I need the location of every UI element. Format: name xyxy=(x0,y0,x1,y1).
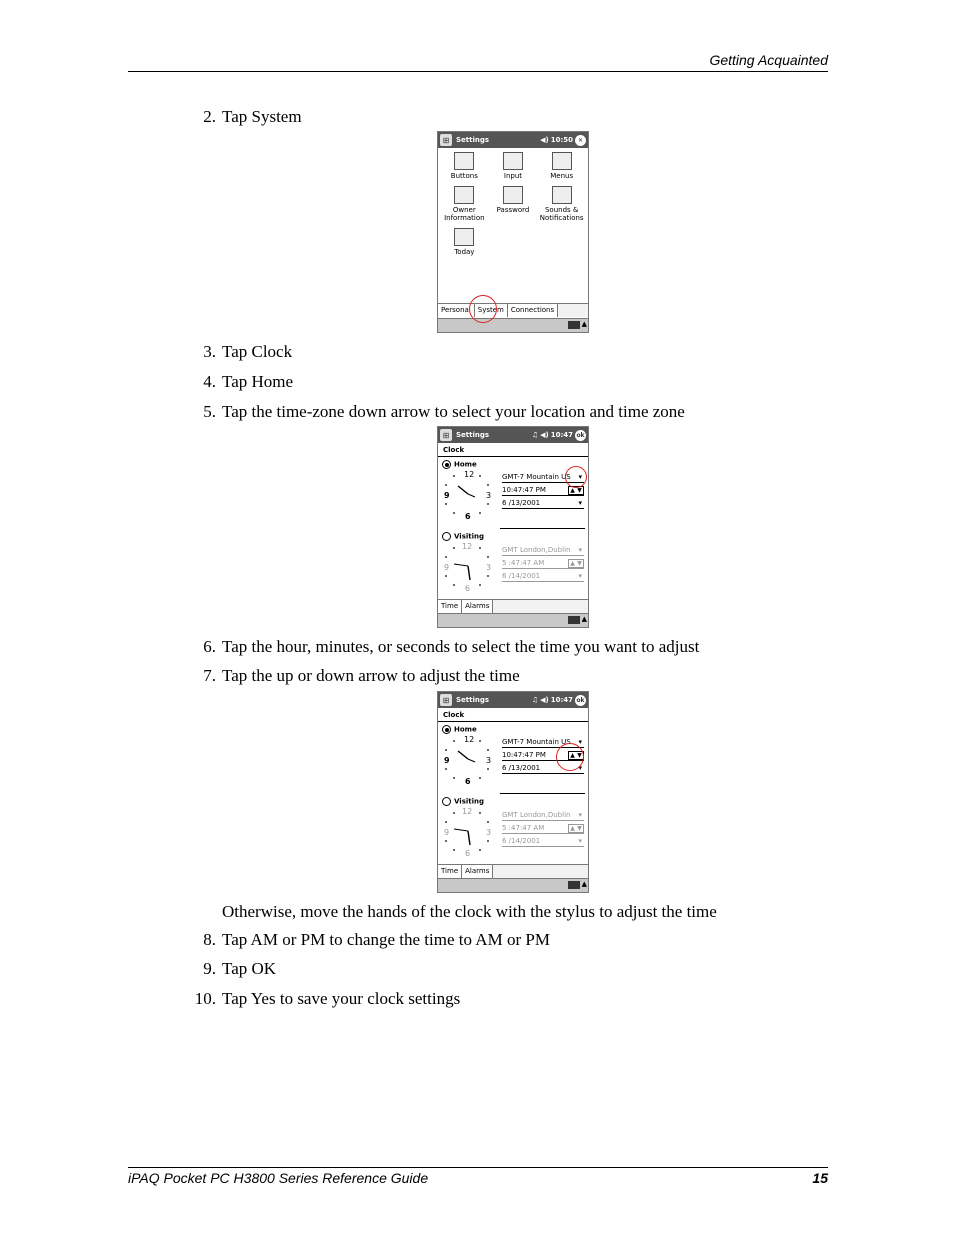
visiting-label: Visiting xyxy=(454,532,484,541)
dropdown-arrow-icon[interactable]: ▾ xyxy=(578,572,582,580)
keyboard-icon xyxy=(503,152,523,170)
step-text: Tap AM or PM to change the time to AM or PM xyxy=(222,930,550,949)
visiting-timezone-select[interactable] xyxy=(502,811,584,821)
page-title: Clock xyxy=(443,446,465,454)
tab-alarms[interactable]: Alarms xyxy=(462,865,493,878)
visiting-time-field[interactable] xyxy=(502,824,584,834)
step-number: 10. xyxy=(194,989,216,1008)
visiting-time-value: 5 :47:47 AM xyxy=(502,559,545,567)
header-rule xyxy=(128,71,828,72)
settings-item-label: Menus xyxy=(550,172,574,180)
windows-start-icon[interactable]: ⊞ xyxy=(440,694,452,706)
keyboard-icon[interactable] xyxy=(568,616,580,624)
step-number: 4. xyxy=(203,372,216,391)
windows-start-icon[interactable]: ⊞ xyxy=(440,134,452,146)
page-title: Clock xyxy=(443,711,465,719)
step-text: Tap the time-zone down arrow to select your location and time zone xyxy=(222,402,685,421)
home-timezone-value: GMT-7 Mountain US xyxy=(502,473,571,481)
speaker-icon xyxy=(552,186,572,204)
home-label: Home xyxy=(454,460,477,469)
clock-number-6: 6 xyxy=(465,512,471,520)
keyboard-icon[interactable] xyxy=(568,321,580,329)
home-analog-clock[interactable] xyxy=(442,733,494,785)
divider xyxy=(500,528,585,529)
step-text: Tap Home xyxy=(222,372,294,391)
input-panel-bar xyxy=(438,318,588,332)
step-4 xyxy=(203,372,294,392)
down-arrow-icon[interactable]: ▼ xyxy=(577,752,582,759)
tab-system[interactable]: System xyxy=(475,304,508,317)
settings-item-today[interactable] xyxy=(440,228,489,256)
up-arrow-icon[interactable]: ▲ xyxy=(570,487,575,494)
down-arrow-icon[interactable]: ▼ xyxy=(577,560,582,567)
clock-number-12: 12 xyxy=(462,542,473,551)
home-date-field[interactable] xyxy=(502,499,584,509)
dropdown-arrow-icon[interactable]: ▾ xyxy=(578,499,582,507)
clock-time[interactable]: 10:47 xyxy=(550,431,573,439)
chevron-up-icon[interactable]: ▲ xyxy=(581,615,587,623)
up-arrow-icon[interactable]: ▲ xyxy=(570,752,575,759)
step-text: Tap OK xyxy=(222,959,277,978)
home-label: Home xyxy=(454,725,477,734)
settings-item-input[interactable] xyxy=(489,152,538,180)
step-3 xyxy=(203,342,293,362)
otherwise-note: Otherwise, move the hands of the clock with the stylus to adjust the time xyxy=(222,902,717,921)
chevron-up-icon[interactable]: ▲ xyxy=(581,880,587,888)
dropdown-arrow-icon[interactable]: ▾ xyxy=(578,473,582,481)
clock-number-9: 9 xyxy=(444,756,450,765)
dropdown-arrow-icon[interactable]: ▾ xyxy=(578,546,582,554)
divider xyxy=(438,456,588,457)
dropdown-arrow-icon[interactable]: ▾ xyxy=(578,811,582,819)
clock-time[interactable]: 10:47 xyxy=(550,696,573,704)
visiting-date-field[interactable] xyxy=(502,572,584,582)
step-number: 8. xyxy=(203,930,216,949)
highlight-circle xyxy=(565,466,587,488)
tab-time[interactable]: Time xyxy=(438,600,462,613)
visiting-date-value: 6 /14/2001 xyxy=(502,837,541,845)
window-title: Settings xyxy=(456,136,490,144)
window-title: Settings xyxy=(456,696,490,704)
buttons-icon xyxy=(454,152,474,170)
keyboard-icon[interactable] xyxy=(568,881,580,889)
sync-icon[interactable]: ♫ xyxy=(531,696,539,704)
title-bar xyxy=(438,692,588,708)
home-date-value: 6 /13/2001 xyxy=(502,499,541,507)
clock-number-6: 6 xyxy=(465,777,471,785)
clock-time[interactable]: 10:50 xyxy=(550,136,573,144)
step-number: 7. xyxy=(203,666,216,685)
down-arrow-icon[interactable]: ▼ xyxy=(577,825,582,832)
home-analog-clock[interactable] xyxy=(442,468,494,520)
visiting-timezone-value: GMT London,Dublin xyxy=(502,546,571,554)
settings-item-label: Buttons xyxy=(450,172,478,180)
home-time-value: 10:47:47 PM xyxy=(502,751,546,759)
settings-screenshot xyxy=(437,131,589,333)
settings-item-sounds[interactable] xyxy=(537,186,586,222)
up-arrow-icon[interactable]: ▲ xyxy=(570,825,575,832)
step-number: 3. xyxy=(203,342,216,361)
down-arrow-icon[interactable]: ▼ xyxy=(577,487,582,494)
chevron-up-icon[interactable]: ▲ xyxy=(581,320,587,328)
home-time-value: 10:47:47 PM xyxy=(502,486,546,494)
settings-item-label: Password xyxy=(496,206,530,214)
dropdown-arrow-icon[interactable]: ▾ xyxy=(578,837,582,845)
speaker-icon[interactable]: ◀) xyxy=(540,136,549,144)
ok-button[interactable]: ok xyxy=(576,431,585,439)
settings-icon-grid xyxy=(438,148,588,256)
tab-time[interactable]: Time xyxy=(438,865,462,878)
step-number: 9. xyxy=(203,959,216,978)
step-2 xyxy=(203,107,302,127)
step-number: 6. xyxy=(203,637,216,656)
today-calendar-icon xyxy=(454,228,474,246)
step-number: 2. xyxy=(203,107,216,126)
title-bar xyxy=(438,132,588,148)
dropdown-arrow-icon[interactable]: ▾ xyxy=(578,738,582,746)
step-text: Tap the up or down arrow to adjust the time xyxy=(222,666,520,685)
visiting-label: Visiting xyxy=(454,797,484,806)
highlight-circle xyxy=(469,295,497,323)
ok-button[interactable]: ok xyxy=(576,696,585,704)
tab-bar xyxy=(438,864,588,878)
step-5 xyxy=(203,402,685,422)
step-text: Tap Clock xyxy=(222,342,293,361)
clock-number-3: 3 xyxy=(486,491,492,500)
settings-item-label: Input xyxy=(503,172,523,180)
visiting-date-value: 6 /14/2001 xyxy=(502,572,541,580)
settings-item-menus[interactable] xyxy=(537,152,586,180)
page-number: 15 xyxy=(812,1170,828,1186)
speaker-icon[interactable]: ◀) xyxy=(540,696,549,704)
visiting-date-field[interactable] xyxy=(502,837,584,847)
step-6 xyxy=(203,637,700,657)
step-10 xyxy=(194,989,461,1009)
running-header: Getting Acquainted xyxy=(709,52,828,68)
step-8 xyxy=(203,930,550,950)
settings-item-buttons[interactable] xyxy=(440,152,489,180)
settings-item-label: Owner Information xyxy=(444,206,485,222)
clock-number-3: 3 xyxy=(486,828,492,837)
menus-icon xyxy=(552,152,572,170)
window-title: Settings xyxy=(456,431,490,439)
home-time-field[interactable] xyxy=(502,486,584,496)
settings-item-owner[interactable] xyxy=(440,186,489,222)
tab-connections[interactable]: Connections xyxy=(508,304,558,317)
tab-bar xyxy=(438,599,588,613)
sync-icon[interactable]: ♫ xyxy=(531,431,539,439)
visiting-analog-clock[interactable] xyxy=(442,805,494,857)
step-9 xyxy=(203,959,277,979)
settings-item-password[interactable] xyxy=(489,186,538,222)
clock-number-6: 6 xyxy=(465,584,471,592)
step-text: Tap System xyxy=(222,107,302,126)
time-spinner[interactable] xyxy=(568,824,584,833)
visiting-timezone-value: GMT London,Dublin xyxy=(502,811,571,819)
visiting-timezone-select[interactable] xyxy=(502,546,584,556)
visiting-analog-clock[interactable] xyxy=(442,540,494,592)
clock-number-3: 3 xyxy=(486,756,492,765)
tab-bar xyxy=(438,303,588,317)
settings-item-label: Today xyxy=(454,248,475,256)
highlight-circle xyxy=(556,743,584,771)
up-arrow-icon[interactable]: ▲ xyxy=(570,560,575,567)
clock-screenshot xyxy=(437,426,589,628)
visiting-time-field[interactable] xyxy=(502,559,584,569)
clock-number-6: 6 xyxy=(465,849,471,857)
owner-card-icon xyxy=(454,186,474,204)
key-icon xyxy=(503,186,523,204)
input-panel-bar xyxy=(438,878,588,892)
settings-item-label: Sounds & Notifications xyxy=(539,206,584,222)
clock-number-12: 12 xyxy=(464,470,475,479)
clock-number-12: 12 xyxy=(462,807,473,816)
close-icon[interactable]: ✕ xyxy=(575,135,586,146)
input-panel-bar xyxy=(438,613,588,627)
clock-number-9: 9 xyxy=(444,491,450,500)
tab-alarms[interactable]: Alarms xyxy=(462,600,493,613)
clock-number-12: 12 xyxy=(464,735,475,744)
clock-number-9: 9 xyxy=(444,563,450,572)
dropdown-arrow-icon[interactable]: ▾ xyxy=(578,764,582,772)
tab-personal[interactable]: Personal xyxy=(438,304,475,317)
divider xyxy=(500,793,585,794)
clock-number-3: 3 xyxy=(486,563,492,572)
step-7 xyxy=(203,666,520,686)
time-spinner[interactable] xyxy=(568,559,584,568)
home-date-value: 6 /13/2001 xyxy=(502,764,541,772)
clock-number-9: 9 xyxy=(444,828,450,837)
home-timezone-value: GMT-7 Mountain US xyxy=(502,738,571,746)
title-bar xyxy=(438,427,588,443)
footer-rule xyxy=(128,1167,828,1168)
step-number: 5. xyxy=(203,402,216,421)
step-text: Tap the hour, minutes, or seconds to select the time you want to adjust xyxy=(222,637,700,656)
footer-title: iPAQ Pocket PC H3800 Series Reference Guide xyxy=(128,1170,429,1186)
speaker-icon[interactable]: ◀) xyxy=(540,431,549,439)
windows-start-icon[interactable]: ⊞ xyxy=(440,429,452,441)
step-text: Tap Yes to save your clock settings xyxy=(222,989,461,1008)
clock-screenshot xyxy=(437,691,589,893)
divider xyxy=(438,721,588,722)
visiting-time-value: 5 :47:47 AM xyxy=(502,824,545,832)
